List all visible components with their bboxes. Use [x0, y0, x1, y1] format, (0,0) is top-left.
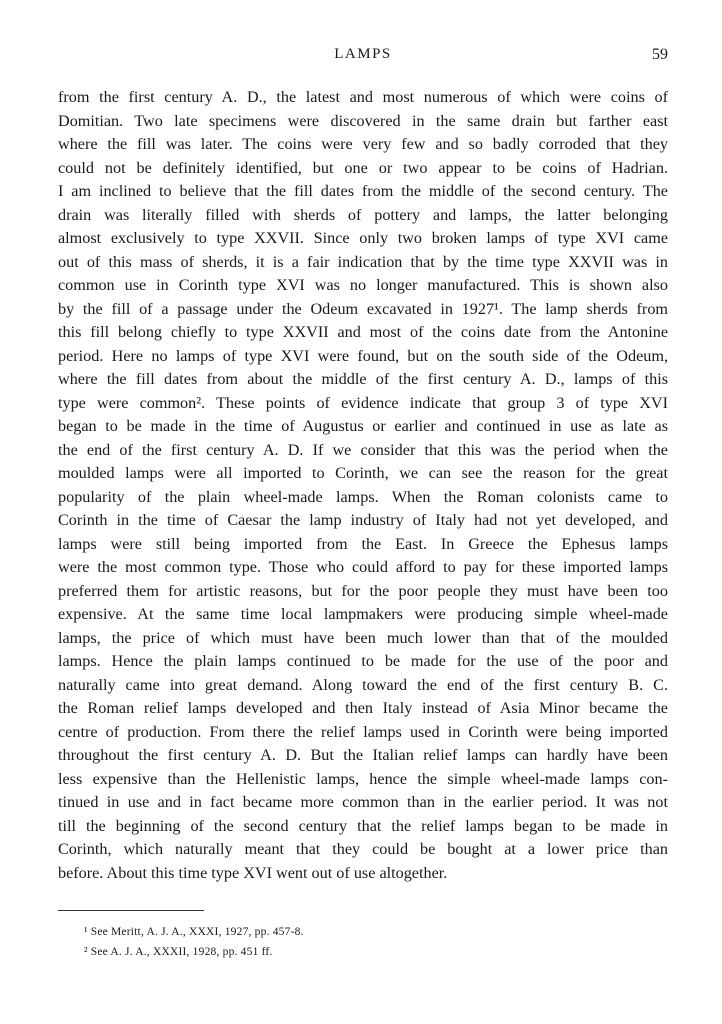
page-title: LAMPS	[334, 46, 392, 62]
text-line: moulded lamps were all imported to Corinth, we can see the reason for the great	[58, 464, 668, 482]
text-line: this fill belong chiefly to type XXVII and most of the coins date from the Antonine	[58, 323, 668, 341]
text-line: Corinth in the time of Caesar the lamp industry of Italy had not yet developed, and	[58, 511, 668, 529]
text-line: almost exclusively to type XXVII. Since only two broken lamps of type XVI came	[58, 229, 668, 247]
text-line: popularity of the plain wheel-made lamps. When the Roman colonists came to	[58, 487, 668, 506]
text-line: less expensive than the Hellenistic lamps, hence the simple wheel-made lamps con-	[58, 769, 668, 788]
text-line: where the fill dates from about the middle of the first century A. D., lamps of this	[58, 370, 668, 388]
footnote-1: ¹ See Meritt, A. J. A., XXXI, 1927, pp. 457-8.	[84, 926, 304, 938]
text-line: I am inclined to believe that the fill dates from the middle of the second century. The	[58, 182, 668, 200]
text-line: expensive. At the same time local lampmakers were producing simple wheel-made	[58, 605, 668, 623]
text-line: common use in Corinth type XVI was no longer manufactured. This is shown also	[58, 276, 668, 294]
text-line: were the most common type. Those who could afford to pay for these imported lamps	[58, 558, 668, 576]
text-line: where the fill was later. The coins were very few and so badly corroded that they	[58, 135, 668, 153]
text-line: Domitian. Two late specimens were discovered in the same drain but farther east	[58, 111, 668, 130]
text-line: till the beginning of the second century that the relief lamps began to be made in	[58, 816, 668, 835]
text-line: began to be made in the time of Augustus or earlier and continued in use as late as	[58, 417, 668, 435]
text-line: before. About this time type XVI went out of use altogether.	[58, 863, 448, 882]
running-head	[58, 46, 668, 70]
text-line: by the fill of a passage under the Odeum excavated in 1927¹. The lamp sherds from	[58, 299, 668, 318]
text-line: preferred them for artistic reasons, but for the poor people they must have been too	[58, 581, 668, 600]
text-line: lamps. Hence the plain lamps continued to be made for the use of the poor and	[58, 652, 668, 670]
text-line: centre of production. From there the relief lamps used in Corinth were being imported	[58, 722, 668, 741]
text-line: tinued in use and in fact became more common than in the earlier period. It was not	[58, 793, 668, 811]
text-line: from the first century A. D., the latest and most numerous of which were coins of	[58, 88, 668, 106]
body-text	[58, 86, 668, 885]
footnote-divider	[58, 910, 204, 911]
page-number: 59	[652, 46, 668, 63]
footnotes	[84, 922, 644, 962]
text-line: naturally came into great demand. Along toward the end of the first century B. C.	[58, 675, 668, 694]
text-line: out of this mass of sherds, it is a fair indication that by the time type XXVII was in	[58, 252, 668, 271]
text-line: lamps, the price of which must have been much lower than that of the moulded	[58, 628, 668, 647]
text-line: drain was literally filled with sherds of pottery and lamps, the latter belonging	[58, 205, 668, 224]
text-line: the Roman relief lamps developed and then Italy instead of Asia Minor became the	[58, 699, 668, 717]
text-line: period. Here no lamps of type XVI were found, but on the south side of the Odeum,	[58, 346, 668, 365]
text-line: could not be definitely identified, but one or two appear to be coins of Hadrian.	[58, 158, 668, 177]
text-line: type were common². These points of evidence indicate that group 3 of type XVI	[58, 393, 668, 412]
text-line: throughout the first century A. D. But the Italian relief lamps can hardly have been	[58, 746, 668, 764]
text-line: the end of the first century A. D. If we consider that this was the period when the	[58, 440, 668, 459]
text-line: Corinth, which naturally meant that they could be bought at a lower price than	[58, 840, 668, 858]
text-line: lamps were still being imported from the East. In Greece the Ephesus lamps	[58, 534, 668, 553]
footnote-2: ² See A. J. A., XXXII, 1928, pp. 451 ff.	[84, 946, 273, 958]
